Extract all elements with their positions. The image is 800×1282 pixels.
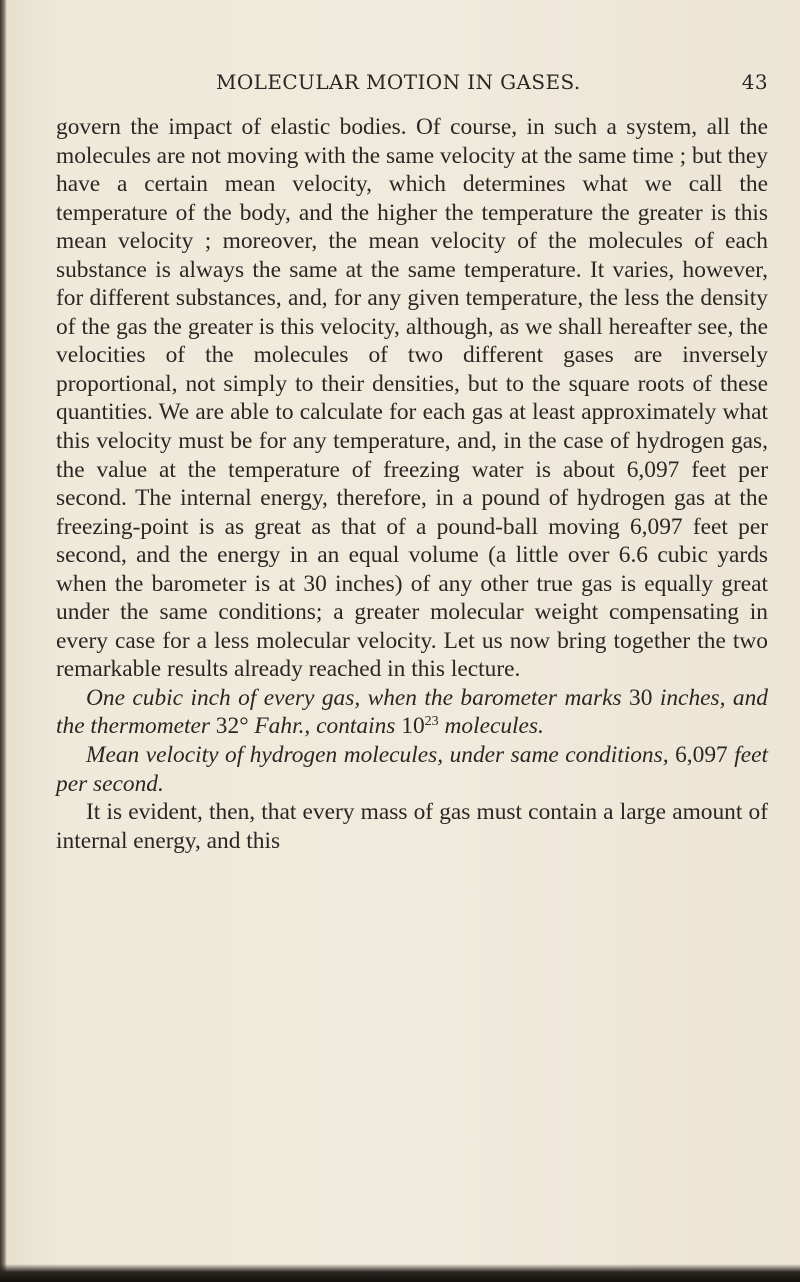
body-text xyxy=(56,113,768,855)
statement-1-exponent: 23 xyxy=(424,714,439,730)
statement-2-suffix: feet per second. xyxy=(56,742,769,797)
statement-1-number-2: 32° xyxy=(215,713,249,740)
statement-1-suffix: molecules. xyxy=(438,713,544,740)
page-number: 43 xyxy=(741,70,768,94)
statement-1-base: 10 xyxy=(401,713,425,740)
page-bottom-shadow xyxy=(0,1264,800,1282)
paragraph-2: It is evident, then, that every mass of gas must contain a large amount of internal energy, and this xyxy=(56,799,768,854)
statement-1-mid-2: Fahr., contains xyxy=(248,713,402,740)
paragraph-1: govern the impact of elastic bodies. Of course, in such a system, all the molecules are not moving with the same velocity at the same time ; but they have a certain mean velocity, which determines what we call the temperature of the body, and the higher the temperature the greater is this mean velocity ; moreover, the mean velocity of the molecules of each substance is always the same at the same temperature. It varies, however, for different substances, and, for any given temperature, the less the density of the gas the greater is this velocity, although, as we shall hereafter see, the velocities of the molecules of two different gases are inversely proportional, not simply to their densities, but to the square roots of these quantities. We are able to calculate for each gas at least approximately what this velocity must be for any temperature, and, in the case of hydrogen gas, the value at the temperature of freezing water is about 6,097 feet per second. The internal energy, therefore, in a pound of hydrogen gas at the freezing-point is as great as that of a pound-ball moving 6,097 feet per second, and the energy in an equal volume (a little over 6.6 cubic yards when the barometer is at 30 inches) of any other true gas is equally great under the same conditions; a greater molecular weight compensating in every case for a less molecular velocity. Let us now bring together the two remarkable results already reached in this lecture. xyxy=(56,114,768,683)
statement-2-prefix: Mean velocity of hydrogen molecules, under same conditions, xyxy=(86,742,676,769)
statement-2 xyxy=(56,741,768,798)
statement-1-mid-1: inches, and the thermometer xyxy=(56,684,768,740)
page-left-shadow xyxy=(0,0,7,1282)
statement-1-prefix: One cubic inch of every gas, when the barometer marks xyxy=(86,684,630,711)
running-title: MOLECULAR MOTION IN GASES. xyxy=(216,70,581,94)
running-header xyxy=(56,70,768,100)
statement-1-number-1: 30 xyxy=(629,684,653,711)
statement-2-number: 6,097 xyxy=(675,742,728,769)
statement-1 xyxy=(56,684,768,741)
